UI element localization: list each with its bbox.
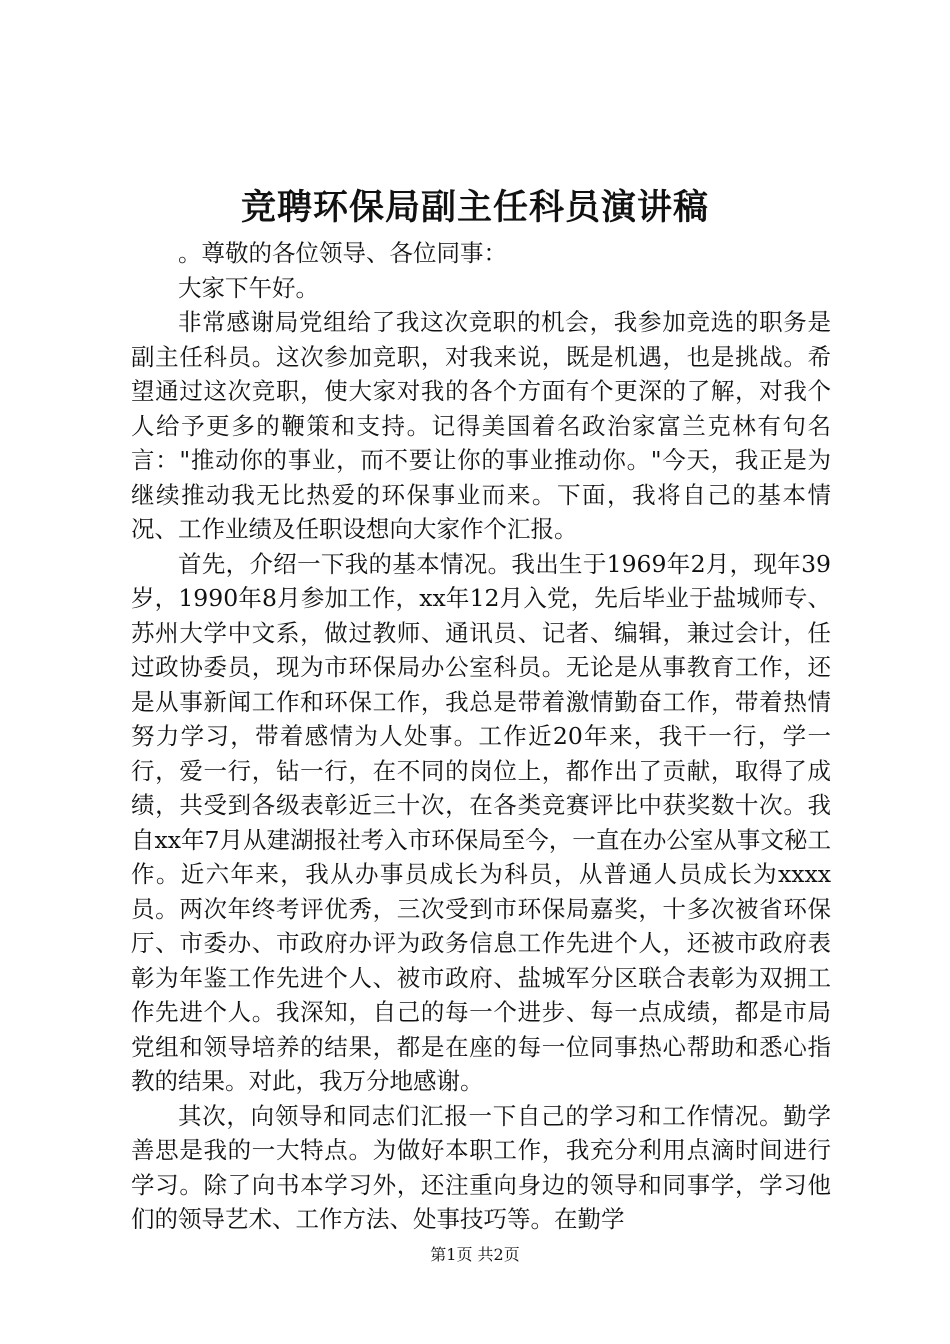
study-work-paragraph: 其次，向领导和同志们汇报一下自己的学习和工作情况。勤学善思是我的一大特点。为做好本职工作，我充分利用点滴时间进行学习。除了向书本学习外，还注重向身边的领导和同事学，学习他们的领导艺术、工作方法、处事技巧等。在勤学 bbox=[131, 1101, 831, 1233]
document-body bbox=[131, 236, 831, 1237]
page-footer: 第1页 共2页 bbox=[430, 1245, 520, 1264]
salutation-paragraph: 。尊敬的各位领导、各位同事： bbox=[178, 239, 507, 267]
intro-paragraph: 非常感谢局党组给了我这次竞职的机会，我参加竞选的职务是副主任科员。这次参加竞职，对我来说，既是机遇，也是挑战。希望通过这次竞职，使大家对我的各个方面有个更深的了解，对我个人给予更多的鞭策和支持。记得美国着名政治家富兰克林有句名言："推动你的事业，而不要让你的事业推动你。"今天，我正是为继续推动我无比热爱的环保事业而来。下面，我将自己的基本情况、工作业绩及任职设想向大家作个汇报。 bbox=[131, 308, 831, 543]
document-title: 竞聘环保局副主任科员演讲稿 bbox=[240, 187, 709, 228]
greeting-paragraph: 大家下午好。 bbox=[178, 273, 319, 302]
background-paragraph: 首先，介绍一下我的基本情况。我出生于1969年2月，现年39岁，1990年8月参加工作，xx年12月入党，先后毕业于盐城师专、苏州大学中文系，做过教师、通讯员、记者、编辑，兼过会计，任过政协委员，现为市环保局办公室科员。无论是从事教育工作，还是从事新闻工作和环保工作，我总是带着激情勤奋工作，带着热情努力学习，带着感情为人处事。工作近20年来，我干一行，学一行，爱一行，钻一行，在不同的岗位上，都作出了贡献，取得了成绩，共受到各级表彰近三十次，在各类竞赛评比中获奖数十次。我自xx年7月从建湖报社考入市环保局至今，一直在办公室从事文秘工作。近六年来，我从办事员成长为科员，从普通人员成长为xxxx员。两次年终考评优秀，三次受到市环保局嘉奖，十多次被省环保厅、市委办、市政府办评为政务信息工作先进个人，还被市政府表彰为年鉴工作先进个人、被市政府、盐城军分区联合表彰为双拥工作先进个人。我深知，自己的每一个进步、每一点成绩，都是市局党组和领导培养的结果，都是在座的每一位同事热心帮助和悉心指教的结果。对此，我万分地感谢。 bbox=[131, 549, 831, 1095]
